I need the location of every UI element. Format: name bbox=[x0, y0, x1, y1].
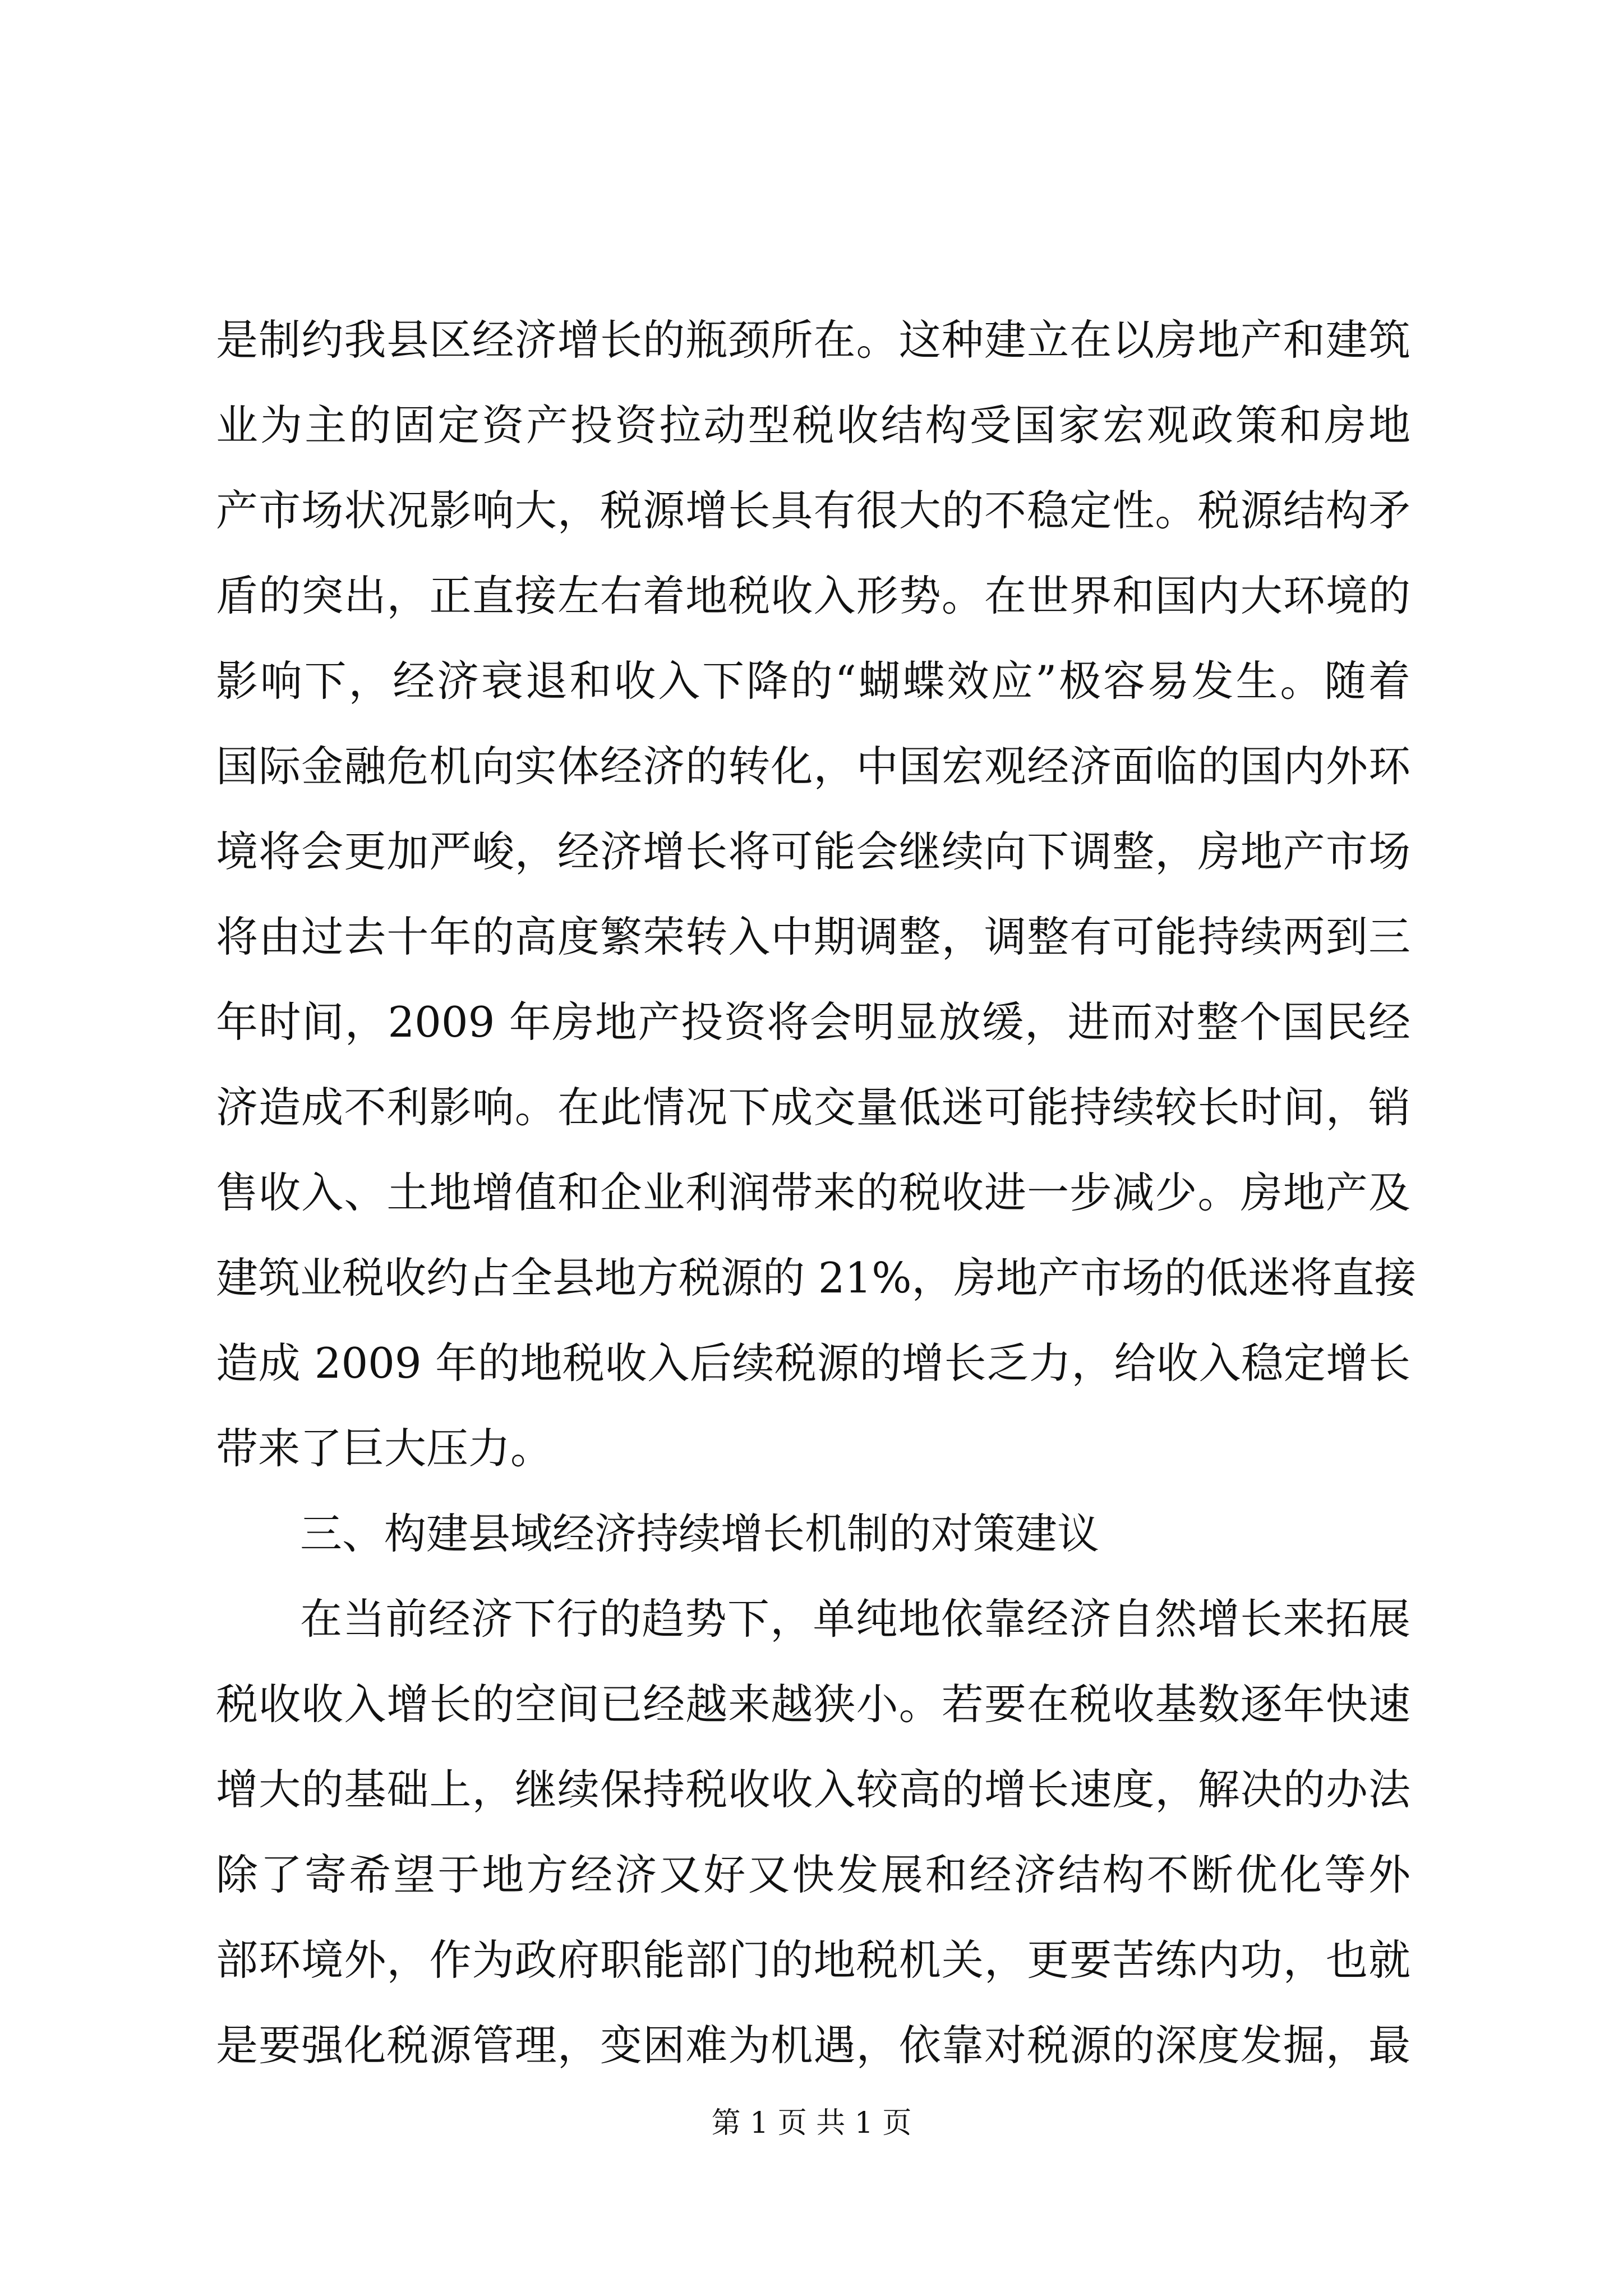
text-line: 年时间，2009 年房地产投资将会明显放缓，进而对整个国民经 bbox=[216, 997, 1410, 1047]
text-line: 产市场状况影响大，税源增长具有很大的不稳定性。税源结构矛 bbox=[216, 486, 1410, 535]
text-line: 造成 2009 年的地税收入后续税源的增长乏力，给收入稳定增长 bbox=[216, 1338, 1410, 1388]
text-line: 税收收入增长的空间已经越来越狭小。若要在税收基数逐年快速 bbox=[216, 1680, 1410, 1729]
text-line: 部环境外，作为政府职能部门的地税机关，更要苦练内功，也就 bbox=[216, 1935, 1410, 1985]
page-number-label: 第 1 页 共 1 页 bbox=[711, 2106, 912, 2140]
text-line: 在当前经济下行的趋势下，单纯地依靠经济自然增长来拓展 bbox=[300, 1594, 1410, 1644]
document-body bbox=[216, 297, 1417, 2088]
text-line: 建筑业税收约占全县地方税源的 21%，房地产市场的低迷将直接 bbox=[216, 1253, 1417, 1303]
text-line: 是制约我县区经济增长的瓶颈所在。这种建立在以房地产和建筑 bbox=[216, 315, 1410, 365]
text-line: 是要强化税源管理，变困难为机遇，依靠对税源的深度发掘，最 bbox=[216, 2021, 1410, 2070]
section-heading: 三、构建县域经济持续增长机制的对策建议 bbox=[300, 1509, 1100, 1558]
text-line: 济造成不利影响。在此情况下成交量低迷可能持续较长时间，销 bbox=[216, 1083, 1410, 1132]
text-line: 国际金融危机向实体经济的转化，中国宏观经济面临的国内外环 bbox=[216, 742, 1410, 791]
text-line: 增大的基础上，继续保持税收收入较高的增长速度，解决的办法 bbox=[216, 1765, 1410, 1814]
text-line: 影响下，经济衰退和收入下降的“蝴蝶效应”极容易发生。随着 bbox=[216, 656, 1410, 706]
page-footer bbox=[0, 2101, 1623, 2146]
text-line: 盾的突出，正直接左右着地税收入形势。在世界和国内大环境的 bbox=[216, 571, 1410, 620]
text-line: 带来了巨大压力。 bbox=[216, 1424, 553, 1473]
text-line: 售收入、土地增值和企业利润带来的税收进一步减少。房地产及 bbox=[216, 1168, 1410, 1217]
text-line: 境将会更加严峻，经济增长将可能会继续向下调整，房地产市场 bbox=[216, 827, 1410, 876]
text-line: 将由过去十年的高度繁荣转入中期调整，调整有可能持续两到三 bbox=[216, 912, 1410, 961]
text-line: 业为主的固定资产投资拉动型税收结构受国家宏观政策和房地 bbox=[216, 401, 1410, 450]
text-line: 除了寄希望于地方经济又好又快发展和经济结构不断优化等外 bbox=[216, 1850, 1410, 1899]
